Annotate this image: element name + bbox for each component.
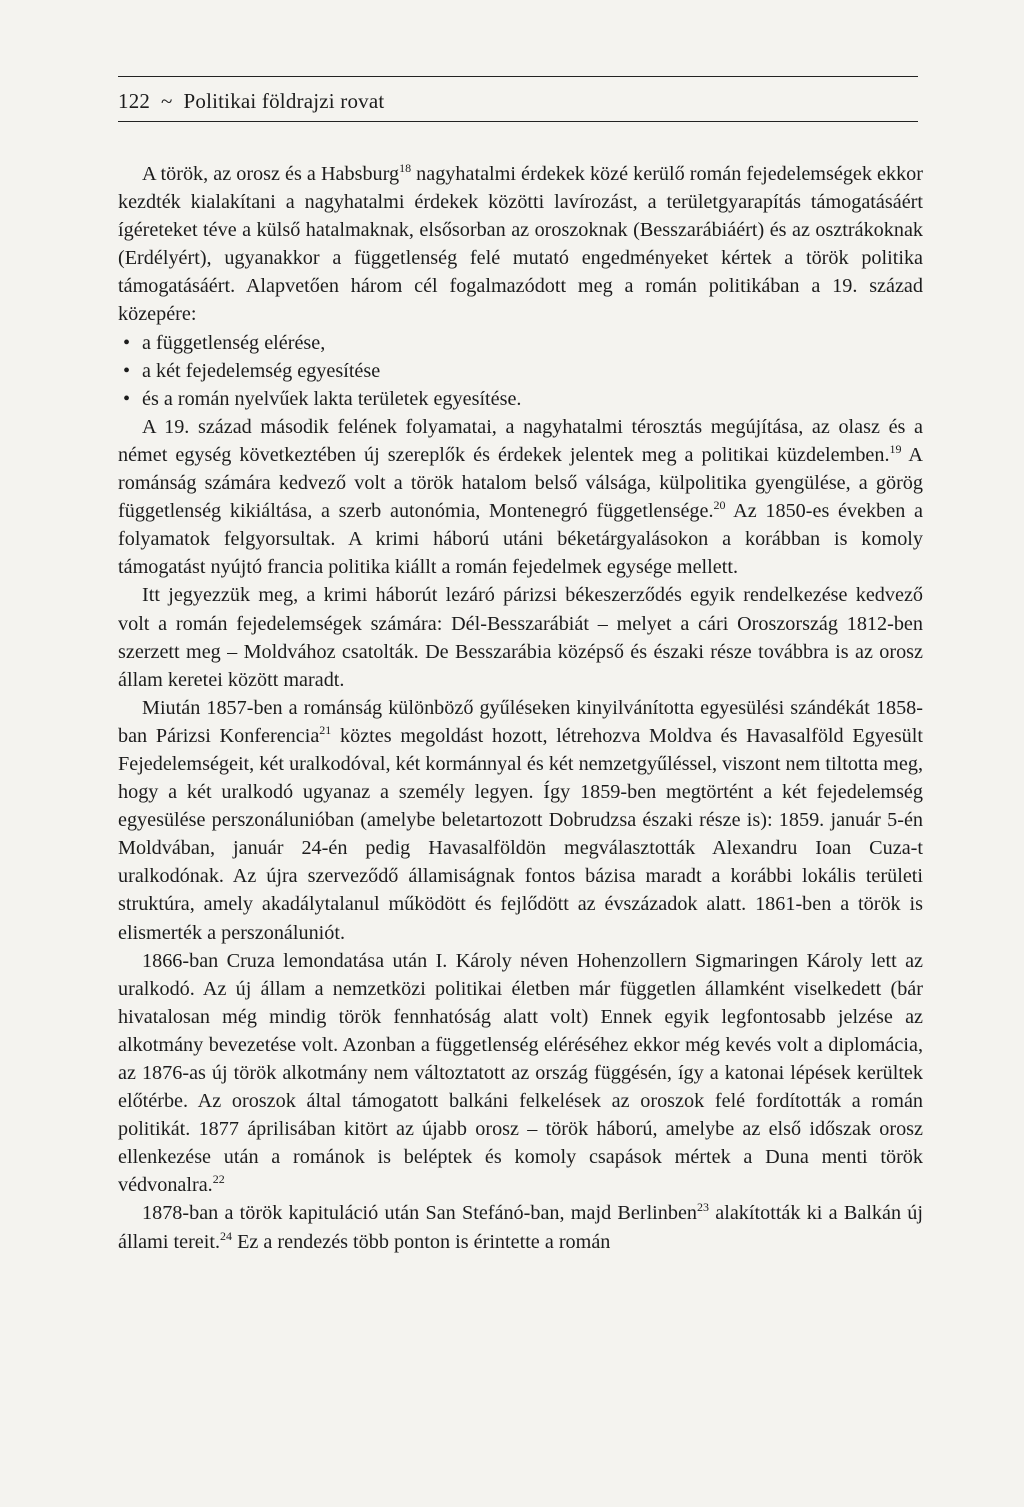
body-text — [118, 160, 923, 1256]
page-number: 122 — [118, 89, 151, 113]
footnote-ref-23[interactable]: 23 — [697, 1200, 710, 1215]
paragraph-text: köztes megoldást hozott, létrehozva Moldva és Havasalföld Egyesült Fejedelemségeit, két uralkodóval, két kormánnyal és két nemzetgyűléssel, viszont nem tiltotta meg, hogy a két uralkodó ugyanaz a személy legyen. Így 1859-ben megtörtént a két fejedelemség egyesülése perszonálunióban (amelybe beletartozott Dobrudzsa északi része is): 1859. január 5-én Moldvában, január 24-én pedig Havasalföldön megválasztották Alexandru Ioan Cuza-t uralkodónak. Az újra szerveződő államiságnak fontos bázisa maradt a korábbi lokális területi struktúra, amely akadálytalanul működött és fejlődött az évszázadok alatt. 1861-ben a török is elismerték a perszonáluniót. — [118, 724, 923, 944]
paragraph-text: A románság számára kedvező volt a török hatalom belső válsága, külpolitika gyengülése, a görög függetlenség kikiáltása, a szerb autonómia, Montenegró függetlensége. — [118, 443, 924, 523]
paragraph-2 — [118, 413, 923, 582]
footnote-ref-24[interactable]: 24 — [220, 1228, 233, 1243]
list-item: • a függetlenség elérése, — [118, 329, 923, 357]
list-item: • a két fejedelemség egyesítése — [118, 357, 923, 385]
paragraph-3: Itt jegyezzük meg, a krimi háborút lezáró párizsi békeszerződés egyik rendelkezése kedvező volt a román fejedelemségek számára: Dél-Besszarábiát – melyet a cári Oroszország 1812-ben szerzett meg – Moldvához csatolták. De Besszarábia középső és északi része továbbra is az orosz állam keretei között maradt. — [118, 584, 923, 691]
paragraph-text: 1866-ban Cruza lemondatása után I. Károly néven Hohenzollern Sigmaringen Károly lett az uralkodó. Az új állam a nemzetközi politikai életben már független államként viselkedett (bár hivatalosan még mindig török fennhatóság alatt volt) Ennek egyik legfontosabb jelzése az alkotmány bevezetése volt. Azonban a függetlenség eléréséhez ekkor még kevés volt a diplomácia, az 1876-as új török alkotmány nem változtatott az ország függésén, így a katonai lépések kerültek előtérbe. Az oroszok által támogatott balkáni felkelések az oroszok felé fordították a román politikát. 1877 áprilisában kitört az újabb orosz – török háború, amelybe az első időszak orosz ellenkezése után a románok is beléptek és komoly csapások mértek a Duna menti török védvonalra. — [118, 949, 923, 1197]
paragraph-text: A 19. század második felének folyamatai, a nagyhatalmi térosztás megújítása, az olasz és a német egység következtében új szereplők és érdekek jelentek meg a politikai küzdelemben. — [118, 415, 923, 466]
footnote-ref-19[interactable]: 19 — [889, 441, 902, 456]
footnote-ref-21[interactable]: 21 — [319, 722, 332, 737]
paragraph-4 — [118, 694, 923, 947]
footnote-ref-18[interactable]: 18 — [399, 161, 412, 175]
running-header — [118, 76, 918, 122]
paragraph-text: Ez a rendezés több ponton is érintette a román — [232, 1230, 611, 1253]
footnote-ref-20[interactable]: 20 — [713, 498, 726, 513]
header-separator: ~ — [161, 89, 173, 113]
paragraph-text: Az 1850-es években a folyamatok felgyorsultak. A krimi háború utáni béketárgyalásokon a korábban is komoly támogatást nyújtó francia politika kiállt a román fejedelmek egysége mellett. — [118, 500, 923, 579]
paragraph-1 — [118, 160, 923, 329]
footnote-ref-22[interactable]: 22 — [212, 1172, 225, 1187]
paragraph-text: Miután 1857-ben a románság különböző gyűléseken kinyilvánította egyesülési szándékát 1858-ban Párizsi Konferencia — [118, 696, 923, 747]
paragraph-text: alakították ki a Balkán új állami tereit. — [118, 1202, 923, 1253]
paragraph-text: A török, az orosz és a Habsburg — [142, 163, 400, 185]
paragraph-text: 1878-ban a török kapituláció után San Stefánó-ban, majd Berlinben — [142, 1202, 698, 1225]
header-line — [118, 89, 384, 114]
paragraph-6 — [118, 1199, 923, 1255]
paragraph-5 — [118, 947, 923, 1200]
section-title: Politikai földrajzi rovat — [183, 89, 385, 113]
list-item: • és a román nyelvűek lakta területek egyesítése. — [118, 385, 923, 413]
bullet-list — [118, 329, 923, 413]
paragraph-text: nagyhatalmi érdekek közé kerülő román fejedelemségek ekkor kezdték kialakítani a nagyhatalmi érdekek közötti lavírozást, a területgyarapítás támogatásáért ígéreteket téve a külső hatalmaknak, elsősorban az oroszoknak (Besszarábiáért) és az osztrákoknak (Erdélyért), ugyanakkor a függetlenség felé mutató engedményeket kértek a török politika támogatásáért. Alapvetően három cél fogalmazódott meg a román politikában a 19. század közepére: — [118, 163, 923, 326]
